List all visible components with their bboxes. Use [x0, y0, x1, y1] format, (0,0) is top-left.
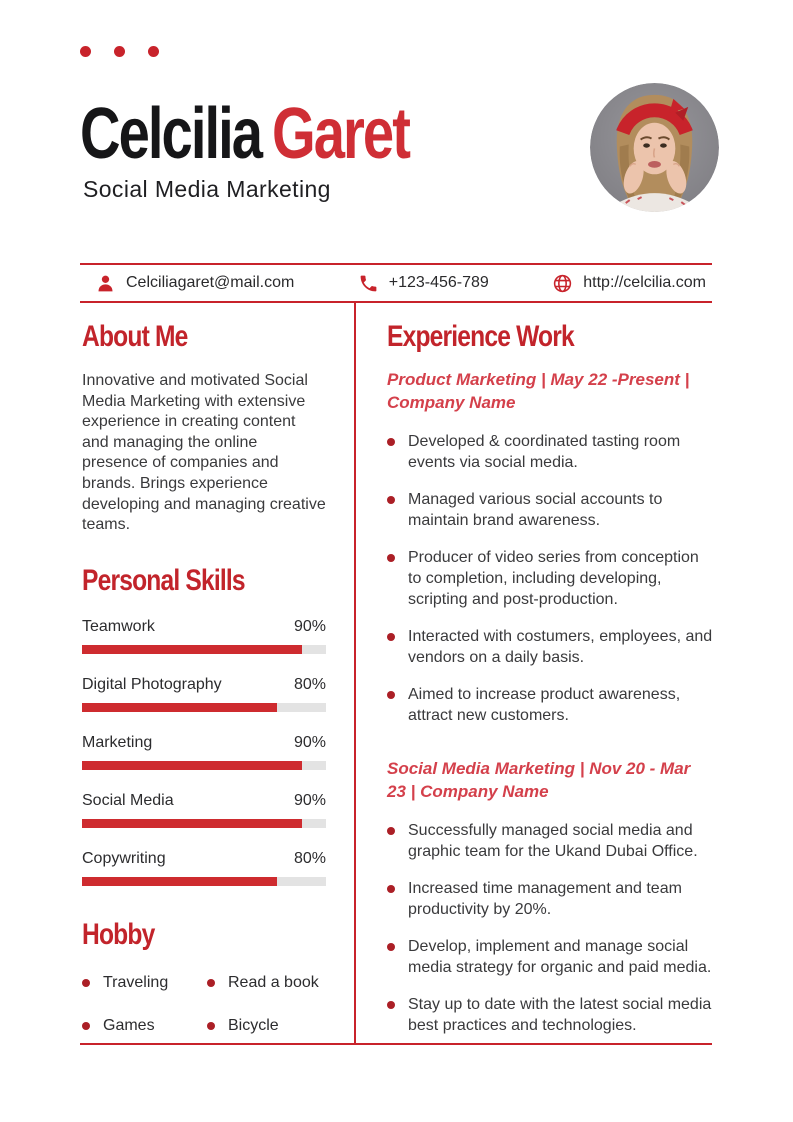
hobby-label: Traveling — [103, 973, 169, 991]
hobby-item — [207, 974, 326, 992]
hobby-item — [82, 1017, 207, 1035]
skill-bar-track — [82, 703, 326, 712]
skill-row — [82, 734, 326, 770]
job-bullet — [387, 936, 713, 978]
skill-bar-fill — [82, 703, 277, 712]
last-name: Garet — [271, 94, 409, 174]
skill-percent: 90% — [293, 733, 326, 751]
contact-phone-text: +123-456-789 — [388, 274, 489, 291]
skill-bar-fill — [82, 877, 277, 886]
skill-label: Copywriting — [82, 849, 166, 867]
skill-row — [82, 618, 326, 654]
decor-dot — [148, 46, 159, 57]
hobby-item — [207, 1017, 326, 1035]
skill-percent: 90% — [293, 617, 326, 635]
phone-icon — [358, 273, 379, 294]
left-column — [82, 322, 326, 1035]
skill-bar-fill — [82, 645, 302, 654]
job-bullet-list — [387, 820, 713, 1036]
contact-website-text: http://celcilia.com — [583, 274, 706, 291]
hobby-label: Bicycle — [228, 1016, 279, 1034]
bullet-icon — [387, 943, 395, 951]
hobby-item — [82, 974, 207, 992]
contact-bar — [80, 263, 712, 303]
skill-row — [82, 792, 326, 828]
skill-bar-track — [82, 645, 326, 654]
bullet-icon — [387, 885, 395, 893]
skill-percent: 80% — [293, 675, 326, 693]
hobby-section — [82, 917, 326, 1035]
personal-skills-section — [82, 563, 326, 886]
experience-title: Experience Work — [387, 320, 574, 353]
bullet-icon — [387, 438, 395, 446]
job-bullet — [387, 684, 713, 726]
skill-bar-fill — [82, 761, 302, 770]
about-me-text: Innovative and motivated Social Media Marketing with extensive experience in creating content and managing the online presence of companies and brands. Brings experience developing and managing creative teams. — [82, 372, 326, 534]
job-bullet — [387, 994, 713, 1036]
hobby-list — [82, 974, 326, 1035]
job-bullet-text: Producer of video series from conception to completion, including developing, scripting and post-production. — [408, 549, 699, 608]
job-bullet-text: Successfully managed social media and graphic team for the Ukand Dubai Office. — [408, 822, 698, 860]
skill-row — [82, 676, 326, 712]
bullet-icon — [387, 496, 395, 504]
bullet-icon — [82, 979, 90, 987]
bullet-icon — [387, 691, 395, 699]
person-icon — [95, 273, 116, 294]
skill-label: Social Media — [82, 791, 174, 809]
hobby-title: Hobby — [82, 917, 155, 951]
contact-item-website — [552, 273, 706, 294]
bullet-icon — [82, 1022, 90, 1030]
decor-dot — [114, 46, 125, 57]
skill-bar-track — [82, 877, 326, 886]
skill-bar-fill — [82, 819, 302, 828]
bullet-icon — [207, 1022, 215, 1030]
job-bullet-text: Interacted with costumers, employees, and vendors on a daily basis. — [408, 628, 713, 666]
job-bullet-text: Developed & coordinated tasting room events via social media. — [408, 433, 681, 471]
job-bullet — [387, 878, 713, 920]
portrait-illustration — [590, 83, 719, 212]
personal-skills-title: Personal Skills — [82, 563, 245, 597]
job-bullet — [387, 626, 713, 668]
skill-label: Teamwork — [82, 617, 155, 635]
job-heading: Social Media Marketing | Nov 20 - Mar 23 | Company Name — [387, 759, 691, 801]
job-title-subtitle: Social Media Marketing — [83, 176, 331, 202]
job-bullet — [387, 547, 713, 610]
skill-percent: 80% — [293, 849, 326, 867]
job-bullet — [387, 820, 713, 862]
first-name: Celcilia — [80, 94, 262, 174]
profile-photo — [590, 83, 719, 212]
hobby-label: Read a book — [228, 973, 319, 991]
job-bullet — [387, 489, 713, 531]
skill-label: Marketing — [82, 733, 153, 751]
job-bullet — [387, 431, 713, 473]
bullet-icon — [387, 633, 395, 641]
bullet-icon — [207, 979, 215, 987]
globe-icon — [552, 273, 573, 294]
skill-label: Digital Photography — [82, 675, 222, 693]
decor-dots — [80, 46, 159, 57]
column-divider — [354, 303, 356, 1043]
contact-email-text: Celciliagaret@mail.com — [126, 274, 295, 291]
job-bullet-list — [387, 431, 713, 726]
decor-dot — [80, 46, 91, 57]
contact-item-email — [95, 273, 294, 294]
job-bullet-text: Increased time management and team productivity by 20%. — [408, 880, 682, 918]
bullet-icon — [387, 827, 395, 835]
bullet-icon — [387, 554, 395, 562]
job-bullet-text: Stay up to date with the latest social media best practices and technologies. — [408, 996, 712, 1034]
job-bullet-text: Aimed to increase product awareness, attract new customers. — [408, 686, 681, 724]
right-column — [387, 322, 713, 1052]
skill-row — [82, 850, 326, 886]
job-bullet-text: Develop, implement and manage social media strategy for organic and paid media. — [408, 938, 712, 976]
job-heading: Product Marketing | May 22 -Present | Company Name — [387, 370, 690, 412]
skill-percent: 90% — [293, 791, 326, 809]
hobby-label: Games — [103, 1016, 155, 1034]
contact-item-phone — [358, 273, 489, 294]
skill-bar-track — [82, 761, 326, 770]
page-title — [80, 94, 409, 174]
skill-bar-track — [82, 819, 326, 828]
about-me-title: About Me — [82, 320, 188, 353]
job-bullet-text: Managed various social accounts to maintain brand awareness. — [408, 491, 663, 529]
bullet-icon — [387, 1001, 395, 1009]
